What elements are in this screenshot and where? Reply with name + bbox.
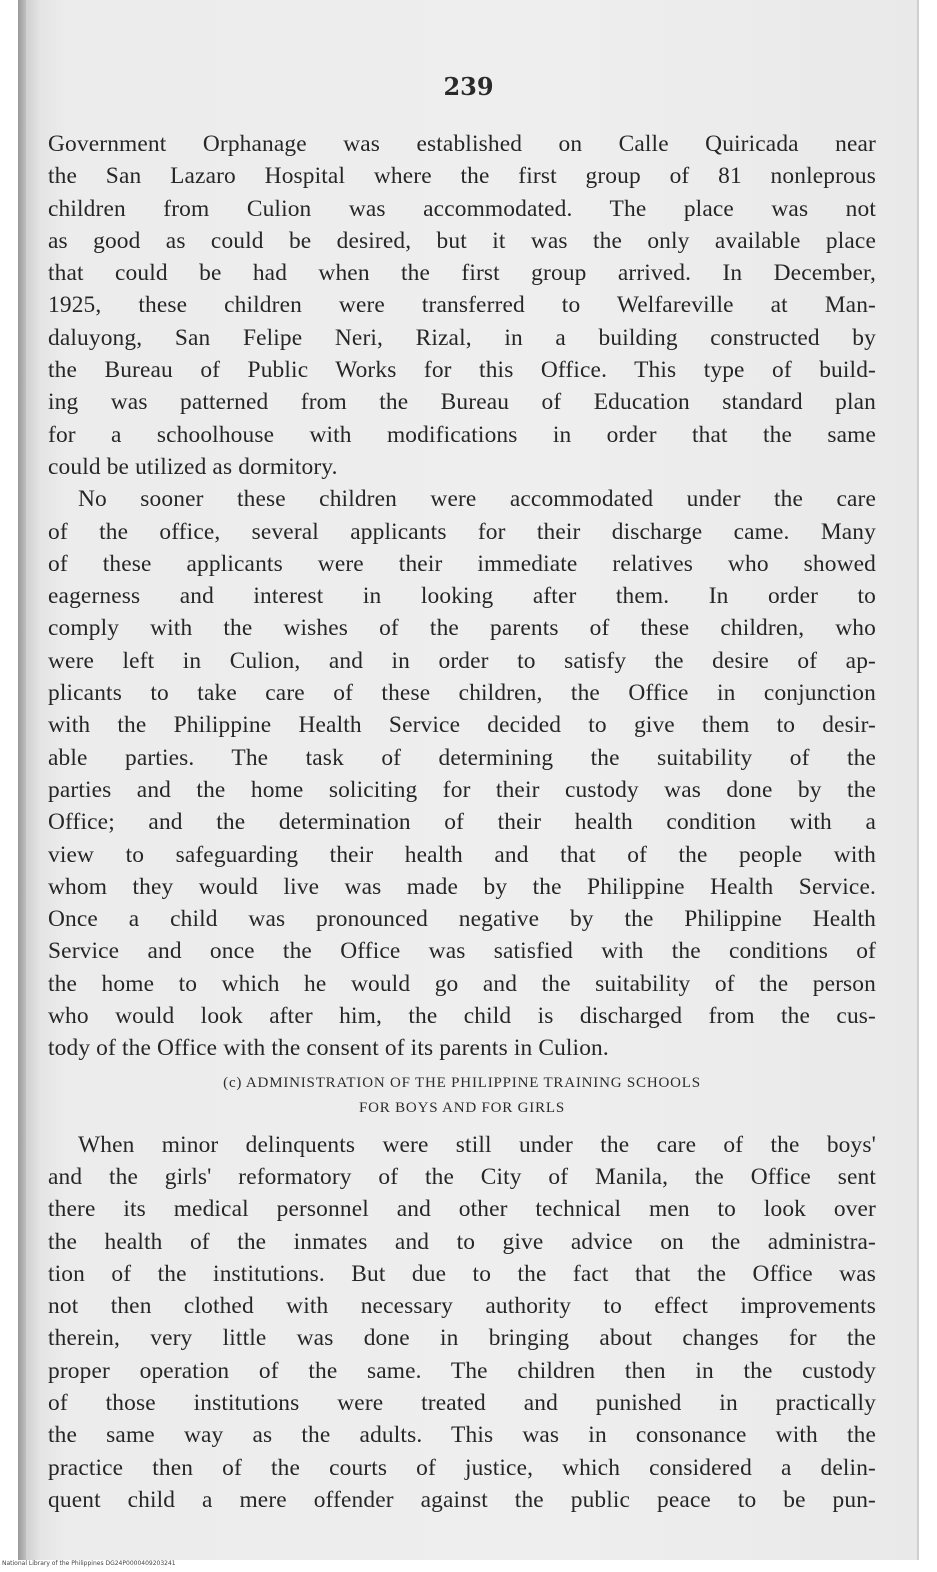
section-heading-line: (c) ADMINISTRATION OF THE PHILIPPINE TRAINING SCHOOLS xyxy=(223,1074,701,1091)
text-line: therein, very little was done in bringing about changes for the xyxy=(48,1325,876,1352)
text-line: Once a child was pronounced negative by the Philippine Health xyxy=(48,906,876,933)
text-line: Government Orphanage was established on Calle Quiricada near xyxy=(48,131,876,157)
paragraph-reformatory xyxy=(48,1129,876,1517)
text-line: the health of the inmates and to give advice on the administra- xyxy=(48,1228,876,1255)
paragraph-discharge xyxy=(48,483,876,1064)
section-heading xyxy=(48,1071,876,1121)
text-line: the same way as the adults. This was in consonance with the xyxy=(48,1422,876,1449)
text-line: No sooner these children were accommodated under the care xyxy=(78,486,876,513)
text-line: tion of the institutions. But due to the fact that the Office was xyxy=(48,1260,876,1287)
text-line: for a schoolhouse with modifications in order that the same xyxy=(48,421,876,448)
text-line: and the girls' reformatory of the City of Manila, the Office sent xyxy=(48,1163,876,1190)
text-line: as good as could be desired, but it was the only available place xyxy=(48,227,876,254)
text-line: view to safeguarding their health and that of the people with xyxy=(48,841,876,868)
text-line: ing was patterned from the Bureau of Education standard plan xyxy=(48,389,876,416)
page-number: 239 xyxy=(443,72,494,101)
text-line: daluyong, San Felipe Neri, Rizal, in a building constructed by xyxy=(48,324,876,351)
text-line: the home to which he would go and the suitability of the person xyxy=(48,970,876,997)
text-line: there its medical personnel and other technical men to look over xyxy=(48,1196,876,1223)
section-heading-line: FOR BOYS AND FOR GIRLS xyxy=(359,1099,565,1116)
paragraph-orphanage xyxy=(48,128,876,483)
text-line: plicants to take care of these children, the Office in conjunction xyxy=(48,680,876,707)
text-line: of the office, several applicants for their discharge came. Many xyxy=(48,518,876,545)
text-line: could be utilized as dormitory. xyxy=(48,453,338,480)
text-line: the Bureau of Public Works for this Office. This type of build- xyxy=(48,357,876,384)
text-line: tody of the Office with the consent of its parents in Culion. xyxy=(48,1035,609,1062)
text-line: were left in Culion, and in order to satisfy the desire of ap- xyxy=(48,647,876,674)
text-line: whom they would live was made by the Philippine Health Service. xyxy=(48,873,876,900)
text-line: who would look after him, the child is discharged from the cus- xyxy=(48,1003,876,1030)
body-text xyxy=(48,128,876,1516)
text-line: practice then of the courts of justice, which considered a delin- xyxy=(48,1454,876,1481)
text-line: of those institutions were treated and punished in practically xyxy=(48,1389,876,1416)
text-line: proper operation of the same. The children then in the custody xyxy=(48,1357,876,1384)
text-line: that could be had when the first group arrived. In December, xyxy=(48,260,876,287)
text-line: 1925, these children were transferred to Welfareville at Man- xyxy=(48,292,876,319)
text-line: Service and once the Office was satisfied with the conditions of xyxy=(48,938,876,965)
text-line: Office; and the determination of their health condition with a xyxy=(48,809,876,836)
text-line: When minor delinquents were still under the care of the boys' xyxy=(78,1131,876,1158)
text-line: children from Culion was accommodated. The place was not xyxy=(48,195,876,222)
text-line: parties and the home soliciting for their custody was done by the xyxy=(48,776,876,803)
text-line: quent child a mere offender against the public peace to be pun- xyxy=(48,1486,876,1513)
text-line: the San Lazaro Hospital where the first group of 81 nonleprous xyxy=(48,163,876,190)
text-line: comply with the wishes of the parents of these children, who xyxy=(48,615,876,642)
text-line: of these applicants were their immediate relatives who showed xyxy=(48,550,876,577)
text-line: with the Philippine Health Service decided to give them to desir- xyxy=(48,712,876,739)
text-line: eagerness and interest in looking after them. In order to xyxy=(48,583,876,610)
scan-footer: National Library of the Philippines DG24P0000409203241 xyxy=(2,1560,176,1567)
text-line: not then clothed with necessary authority to effect improvements xyxy=(48,1293,876,1320)
page-edge xyxy=(917,0,919,1560)
text-line: able parties. The task of determining the suitability of the xyxy=(48,744,876,771)
